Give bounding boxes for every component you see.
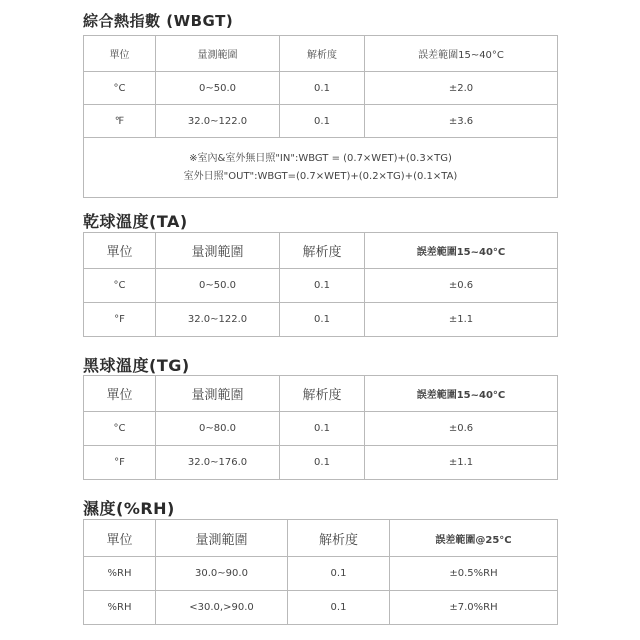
cell-range: 32.0~122.0 [156,105,280,138]
cell-accuracy: ±0.6 [365,412,558,446]
header-resolution: 解析度 [280,233,365,269]
cell-resolution: 0.1 [280,303,365,337]
header-resolution: 解析度 [280,376,365,412]
table-rh [83,519,558,625]
cell-accuracy: ±0.6 [365,269,558,303]
cell-range: 32.0~122.0 [156,303,280,337]
header-unit: 單位 [84,376,156,412]
header-range: 量測範圍 [156,520,288,557]
cell-unit: °F [84,446,156,480]
table-header-row [84,520,558,557]
header-range: 量測範圍 [156,376,280,412]
cell-accuracy: ±3.6 [365,105,558,138]
table-row [84,557,558,591]
table-row [84,591,558,625]
cell-resolution: 0.1 [280,269,365,303]
cell-range: 0~50.0 [156,269,280,303]
table-header-row [84,233,558,269]
header-unit: 單位 [84,36,156,72]
table-header-row [84,376,558,412]
cell-range: 32.0~176.0 [156,446,280,480]
header-accuracy: 誤差範圍15~40°C [365,36,558,72]
cell-range: 0~50.0 [156,72,280,105]
formula-note [84,138,558,198]
cell-accuracy: ±7.0%RH [390,591,558,625]
table-row [84,303,558,337]
table-tg [83,375,558,480]
cell-resolution: 0.1 [288,557,390,591]
cell-unit: °C [84,72,156,105]
cell-range: 0~80.0 [156,412,280,446]
section-title-rh: 濕度(%RH) [83,499,175,518]
table-row [84,72,558,105]
cell-range: 30.0~90.0 [156,557,288,591]
header-accuracy: 誤差範圍15~40°C [365,376,558,412]
cell-unit: °C [84,269,156,303]
table-note-row [84,138,558,198]
cell-unit: ℉ [84,105,156,138]
header-range: 量測範圍 [156,36,280,72]
table-header-row [84,36,558,72]
table-row [84,446,558,480]
cell-resolution: 0.1 [288,591,390,625]
formula-note-indoor: ※室內&室外無日照"IN":WBGT = (0.7×WET)+(0.3×TG) [189,152,452,164]
header-unit: 單位 [84,520,156,557]
cell-resolution: 0.1 [280,412,365,446]
section-title-ta: 乾球溫度(TA) [83,212,188,231]
section-title-wbgt: 綜合熱指數 (WBGT) [83,12,234,30]
cell-accuracy: ±1.1 [365,446,558,480]
header-resolution: 解析度 [280,36,365,72]
cell-resolution: 0.1 [280,446,365,480]
cell-unit: %RH [84,591,156,625]
table-row [84,105,558,138]
cell-accuracy: ±1.1 [365,303,558,337]
cell-accuracy: ±2.0 [365,72,558,105]
header-accuracy: 誤差範圍@25°C [390,520,558,557]
table-row [84,412,558,446]
table-row [84,269,558,303]
formula-note-outdoor: 室外日照"OUT":WBGT=(0.7×WET)+(0.2×TG)+(0.1×TA) [183,170,458,182]
table-ta [83,232,558,337]
cell-range: <30.0,>90.0 [156,591,288,625]
header-unit: 單位 [84,233,156,269]
header-resolution: 解析度 [288,520,390,557]
header-accuracy: 誤差範圍15~40°C [365,233,558,269]
cell-unit: °F [84,303,156,337]
header-range: 量測範圍 [156,233,280,269]
cell-accuracy: ±0.5%RH [390,557,558,591]
cell-unit: %RH [84,557,156,591]
cell-unit: °C [84,412,156,446]
table-wbgt [83,35,558,198]
cell-resolution: 0.1 [280,105,365,138]
section-title-tg: 黑球溫度(TG) [83,356,190,375]
cell-resolution: 0.1 [280,72,365,105]
